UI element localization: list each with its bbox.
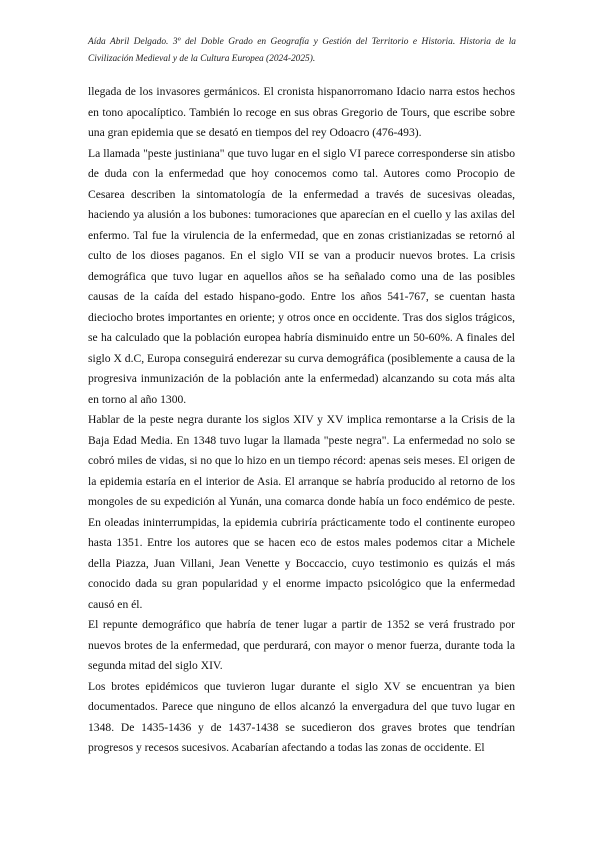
running-header: Aída Abril Delgado. 3º del Doble Grado en Geografía y Gestión del Territorio e Historia. Historia de la Civilización Medieval y de la Cultura Europea (2024-2025). [88,37,516,64]
body-text [88,82,515,759]
paragraph-1: llegada de los invasores germánicos. El cronista hispanorromano Idacio narra estos hechos en tono apocalíptico. También lo recoge en sus obras Gregorio de Tours, que escribe sobre una gran epidemia que se desató en tiempos del rey Odoacro (476-493). [88,85,515,139]
paragraph-3: Hablar de la peste negra durante los siglos XIV y XV implica remontarse a la Crisis de la Baja Edad Media. En 1348 tuvo lugar la llamada "peste negra". La enfermedad no solo se cobró miles de vidas, si no que lo hizo en un tiempo récord: apenas seis meses. El origen de la epidemia estaría en el interior de Asia. El arranque se habría producido al retorno de los mongoles de su expedición al Yunán, una comarca donde había un foco endémico de peste. En oleadas ininterrumpidas, la epidemia cubriría prácticamente todo el continente europeo hasta 1351. Entre los autores que se hacen eco de estos males podemos citar a Michele della Piazza, Juan Villani, Jean Venette y Boccaccio, cuyo testimonio es quizás el más conocido dada su gran popularidad y el enorme impacto psicológico que la enfermedad causó en él. [88,413,515,611]
paragraph-2: La llamada "peste justiniana" que tuvo lugar en el siglo VI parece corresponderse sin atisbo de duda con la enfermedad que hoy conocemos como tal. Autores como Procopio de Cesarea describen la sintomatología de la enfermedad a través de sucesivas oleadas, haciendo ya alusión a los bubones: tumoraciones que aparecían en el cuello y las axilas del enfermo. Tal fue la virulencia de la enfermedad, que en zonas cristianizadas se retornó al culto de los dioses paganos. En el siglo VII se van a producir nuevos brotes. La crisis demográfica que tuvo lugar en aquellos años se ha señalado como una de las posibles causas de la caída del estado hispano-godo. Entre los años 541-767, se cuentan hasta dieciocho brotes importantes en oriente; y otros once en occidente. Tras dos siglos trágicos, se ha calculado que la población europea habría disminuido entre un 50-60%. A finales del siglo X d.C, Europa conseguirá enderezar su curva demográfica (posiblemente a causa de la progresiva inmunización de la población ante la enfermedad) alcanzando su cota más alta en torno al año 1300. [88,146,515,406]
paragraph-4: El repunte demográfico que habría de tener lugar a partir de 1352 se verá frustrado por nuevos brotes de la enfermedad, que perdurará, con mayor o menor fuerza, durante toda la segunda mitad del siglo XIV. [88,618,515,672]
paragraph-5: Los brotes epidémicos que tuvieron lugar durante el siglo XV se encuentran ya bien documentados. Parece que ninguno de ellos alcanzó la envergadura del que tuvo lugar en 1348. De 1435-1436 y de 1437-1438 se sucedieron dos graves brotes que tendrían progresos y recesos sucesivos. Acabarían afectando a todas las zonas de occidente. El [88,679,515,754]
